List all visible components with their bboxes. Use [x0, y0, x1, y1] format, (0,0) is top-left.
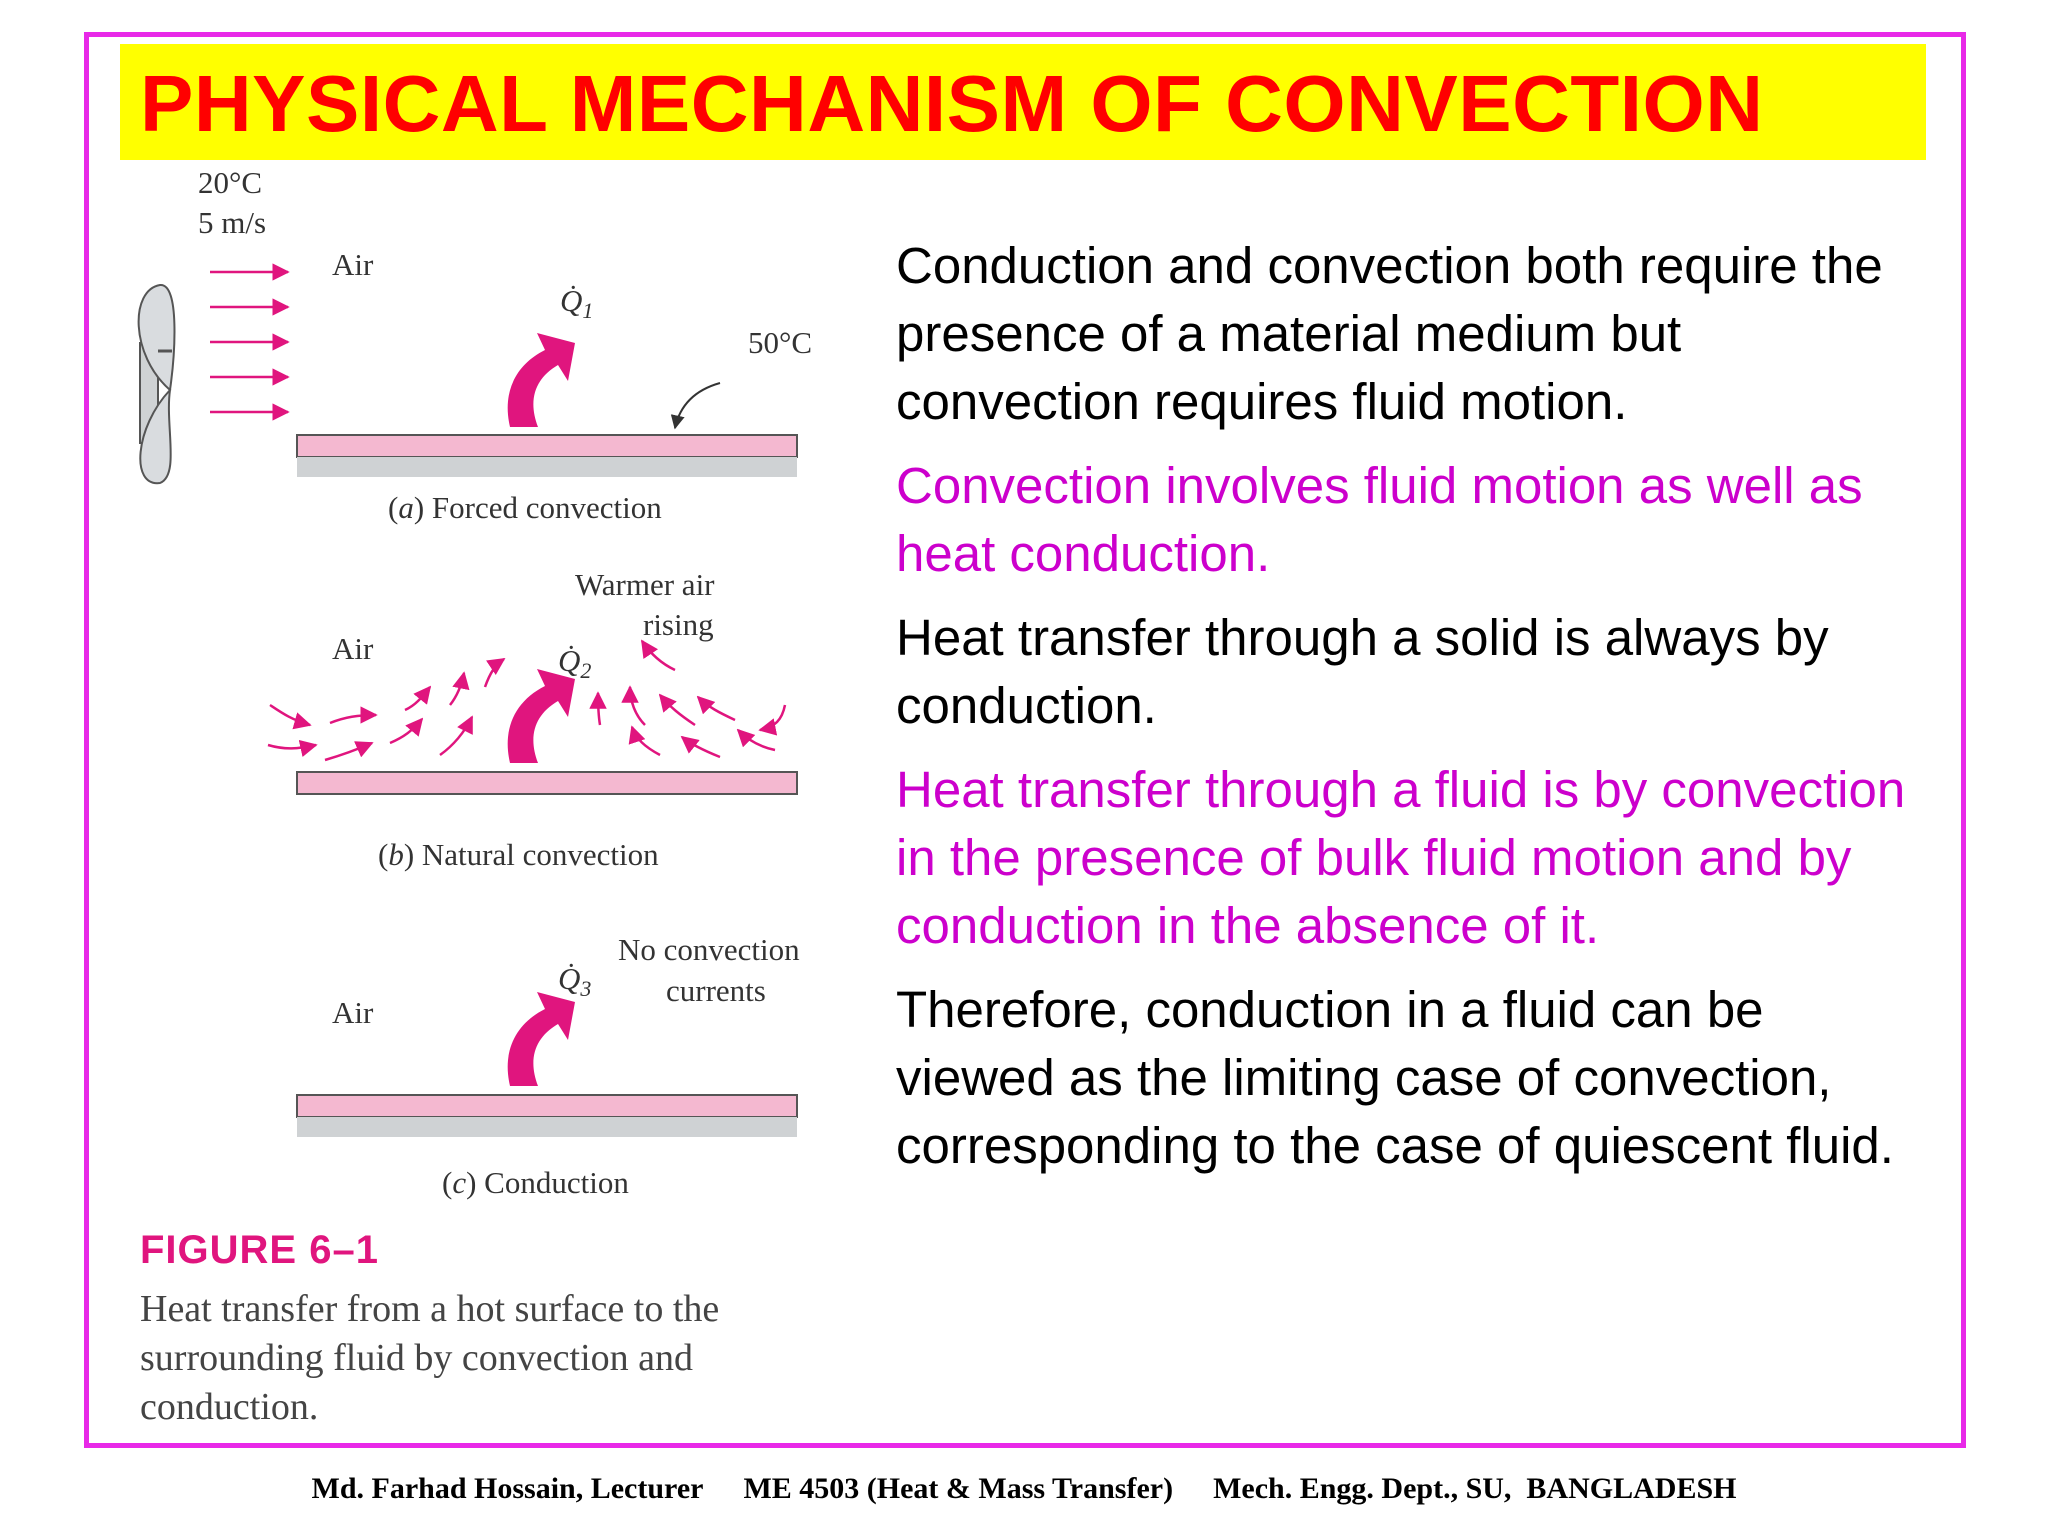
convection-figure: [120, 165, 840, 1435]
fluid-label: Air: [332, 631, 374, 666]
heat-flow-arrow-icon: [508, 992, 575, 1086]
panel-caption: (b) Natural convection: [378, 837, 659, 872]
fluid-label: Air: [332, 247, 374, 282]
note-line-1: No convection: [618, 932, 800, 967]
paragraph-3: Heat transfer through a solid is always by conduction.: [896, 609, 1829, 734]
note-line-2: currents: [666, 973, 766, 1008]
panel-forced-convection: [139, 272, 797, 483]
hot-plate: [297, 772, 797, 794]
hot-plate: [297, 435, 797, 457]
figure-caption: Heat transfer from a hot surface to the surrounding fluid by convection and conduction.: [140, 1288, 720, 1428]
plate-base: [297, 457, 797, 477]
note-line-1: Warmer air: [575, 567, 715, 602]
inlet-velocity: 5 m/s: [198, 205, 267, 240]
heat-rate-label: $Q̇_3$: [558, 961, 592, 1002]
paragraph-4: Heat transfer through a fluid is by convection in the presence of bulk fluid motion and by conduction in the absence of it.: [896, 761, 1906, 954]
surface-temperature: 50°C: [748, 325, 813, 360]
heat-rate-label: $Q̇_1$: [560, 283, 594, 324]
paragraph-2: Convection involves fluid motion as well as heat conduction.: [896, 457, 1863, 582]
air-flow-arrows: [210, 272, 288, 412]
paragraph-1: Conduction and convection both require the presence of a material medium but convection requires fluid motion.: [896, 237, 1883, 430]
panel-caption: (c) Conduction: [442, 1165, 629, 1200]
slide-title: PHYSICAL MECHANISM OF CONVECTION: [140, 59, 1764, 148]
hot-plate: [297, 1095, 797, 1117]
note-line-2: rising: [643, 607, 714, 642]
heat-flow-arrow-icon: [508, 333, 575, 427]
slide-footer: [0, 1472, 2048, 1506]
explanation-text: [896, 232, 1936, 1196]
plate-base: [297, 1117, 797, 1137]
figure-heading: FIGURE 6–1: [140, 1228, 379, 1272]
footer-department: Mech. Engg. Dept., SU, BANGLADESH: [1213, 1472, 1737, 1505]
inlet-temperature: 20°C: [198, 165, 263, 200]
footer-course: ME 4503 (Heat & Mass Transfer): [743, 1472, 1174, 1505]
paragraph-5: Therefore, conduction in a fluid can be viewed as the limiting case of convection, corresponding to the case of quiescent fluid.: [896, 981, 1894, 1174]
footer-author: Md. Farhad Hossain, Lecturer: [311, 1472, 704, 1505]
heat-rate-label: $Q̇_2$: [558, 643, 592, 684]
fluid-label: Air: [332, 995, 374, 1030]
panel-caption: (a) Forced convection: [388, 490, 662, 525]
